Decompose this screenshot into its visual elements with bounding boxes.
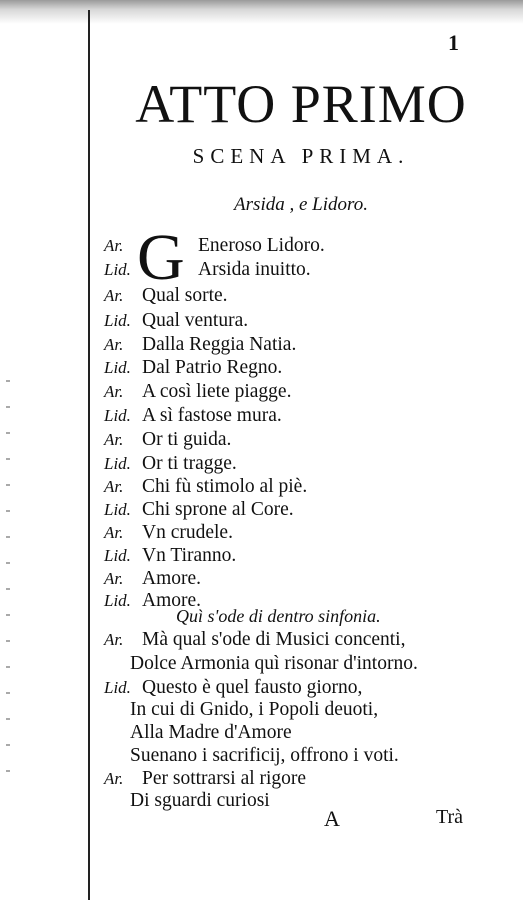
continuation-line: Alla Madre d'Amore xyxy=(130,722,292,743)
page-top-shadow xyxy=(0,0,523,24)
speaker-label: Ar. xyxy=(104,286,124,305)
speaker-label: Ar. xyxy=(104,477,124,496)
dialogue-line xyxy=(104,676,362,700)
dialogue-line xyxy=(104,380,291,404)
line-text: Dalla Reggia Natia. xyxy=(142,334,297,355)
speaker-label: Lid. xyxy=(104,591,131,610)
dialogue-line xyxy=(104,404,282,428)
speaker-label: Ar. xyxy=(104,569,124,588)
line-text: Arsida inuitto. xyxy=(198,259,311,280)
speaker-label: Lid. xyxy=(104,546,131,565)
speaker-label: Lid. xyxy=(104,358,131,377)
line-text: Amore. xyxy=(142,590,202,611)
gutter-specks xyxy=(6,380,10,780)
act-title: ATTO PRIMO xyxy=(135,74,467,134)
page-mark: 1 xyxy=(448,30,459,55)
dialogue-line xyxy=(104,567,201,591)
line-text: Qual ventura. xyxy=(142,310,249,331)
line-text: Chi fù stimolo al piè. xyxy=(142,476,308,497)
dialogue-line xyxy=(104,309,248,333)
speaker-label: Ar. xyxy=(104,335,124,354)
speaker-label: Lid. xyxy=(104,500,131,519)
line-text: Or ti tragge. xyxy=(142,453,237,474)
speaker-label: Lid. xyxy=(104,260,131,279)
speaker-label: Ar. xyxy=(104,769,124,788)
signature-mark: A xyxy=(324,806,340,831)
dialogue-line xyxy=(104,258,311,282)
gutter-line xyxy=(88,10,90,900)
stage-direction: Quì s'ode di dentro sinfonia. xyxy=(176,606,381,626)
line-text: Mà qual s'ode di Musici concenti, xyxy=(142,629,406,650)
dialogue-line xyxy=(104,333,296,357)
speaker-label: Ar. xyxy=(104,430,124,449)
line-text: Eneroso Lidoro. xyxy=(198,235,325,256)
speaker-label: Lid. xyxy=(104,454,131,473)
line-text: A sì fastose mura. xyxy=(142,405,282,426)
dialogue-line xyxy=(104,452,237,476)
speaker-label: Ar. xyxy=(104,630,124,649)
dialogue-line xyxy=(104,428,231,452)
drop-cap: G xyxy=(137,221,185,294)
speaker-label: Ar. xyxy=(104,236,124,255)
speaker-label: Ar. xyxy=(104,523,124,542)
speaker-label: Lid. xyxy=(104,406,131,425)
line-text: Or ti guida. xyxy=(142,429,232,450)
continuation-line: Dolce Armonia quì risonar d'intorno. xyxy=(130,653,418,674)
continuation-line: Di sguardi curiosi xyxy=(130,790,270,811)
line-text: Questo è quel fausto giorno, xyxy=(142,677,363,698)
speaker-label: Ar. xyxy=(104,382,124,401)
characters-line: Arsida , e Lidoro. xyxy=(234,194,368,215)
line-text: Amore. xyxy=(142,568,202,589)
dialogue-line xyxy=(104,767,306,791)
scene-title: SCENA PRIMA. xyxy=(192,144,410,168)
dialogue-line xyxy=(104,234,325,258)
line-text: Vn Tiranno. xyxy=(142,545,237,566)
continuation-line: In cui di Gnido, i Popoli deuoti, xyxy=(130,699,379,720)
line-text: Qual sorte. xyxy=(142,285,228,306)
speaker-label: Lid. xyxy=(104,678,131,697)
dialogue-line xyxy=(104,544,236,568)
dialogue-line xyxy=(104,628,405,652)
continuation-line: Suenano i sacrificij, offrono i voti. xyxy=(130,745,399,766)
dialogue-line xyxy=(104,498,294,522)
dialogue-line xyxy=(104,284,228,308)
dialogue-line xyxy=(104,475,307,499)
line-text: Vn crudele. xyxy=(142,522,233,543)
line-text: Chi sprone al Core. xyxy=(142,499,294,520)
catchword: Trà xyxy=(436,806,464,828)
dialogue-line xyxy=(104,521,233,545)
line-text: Dal Patrio Regno. xyxy=(142,357,283,378)
line-text: Per sottrarsi al rigore xyxy=(142,768,307,789)
speaker-label: Lid. xyxy=(104,311,131,330)
line-text: A così liete piagge. xyxy=(142,381,292,402)
dialogue-line xyxy=(104,356,282,380)
